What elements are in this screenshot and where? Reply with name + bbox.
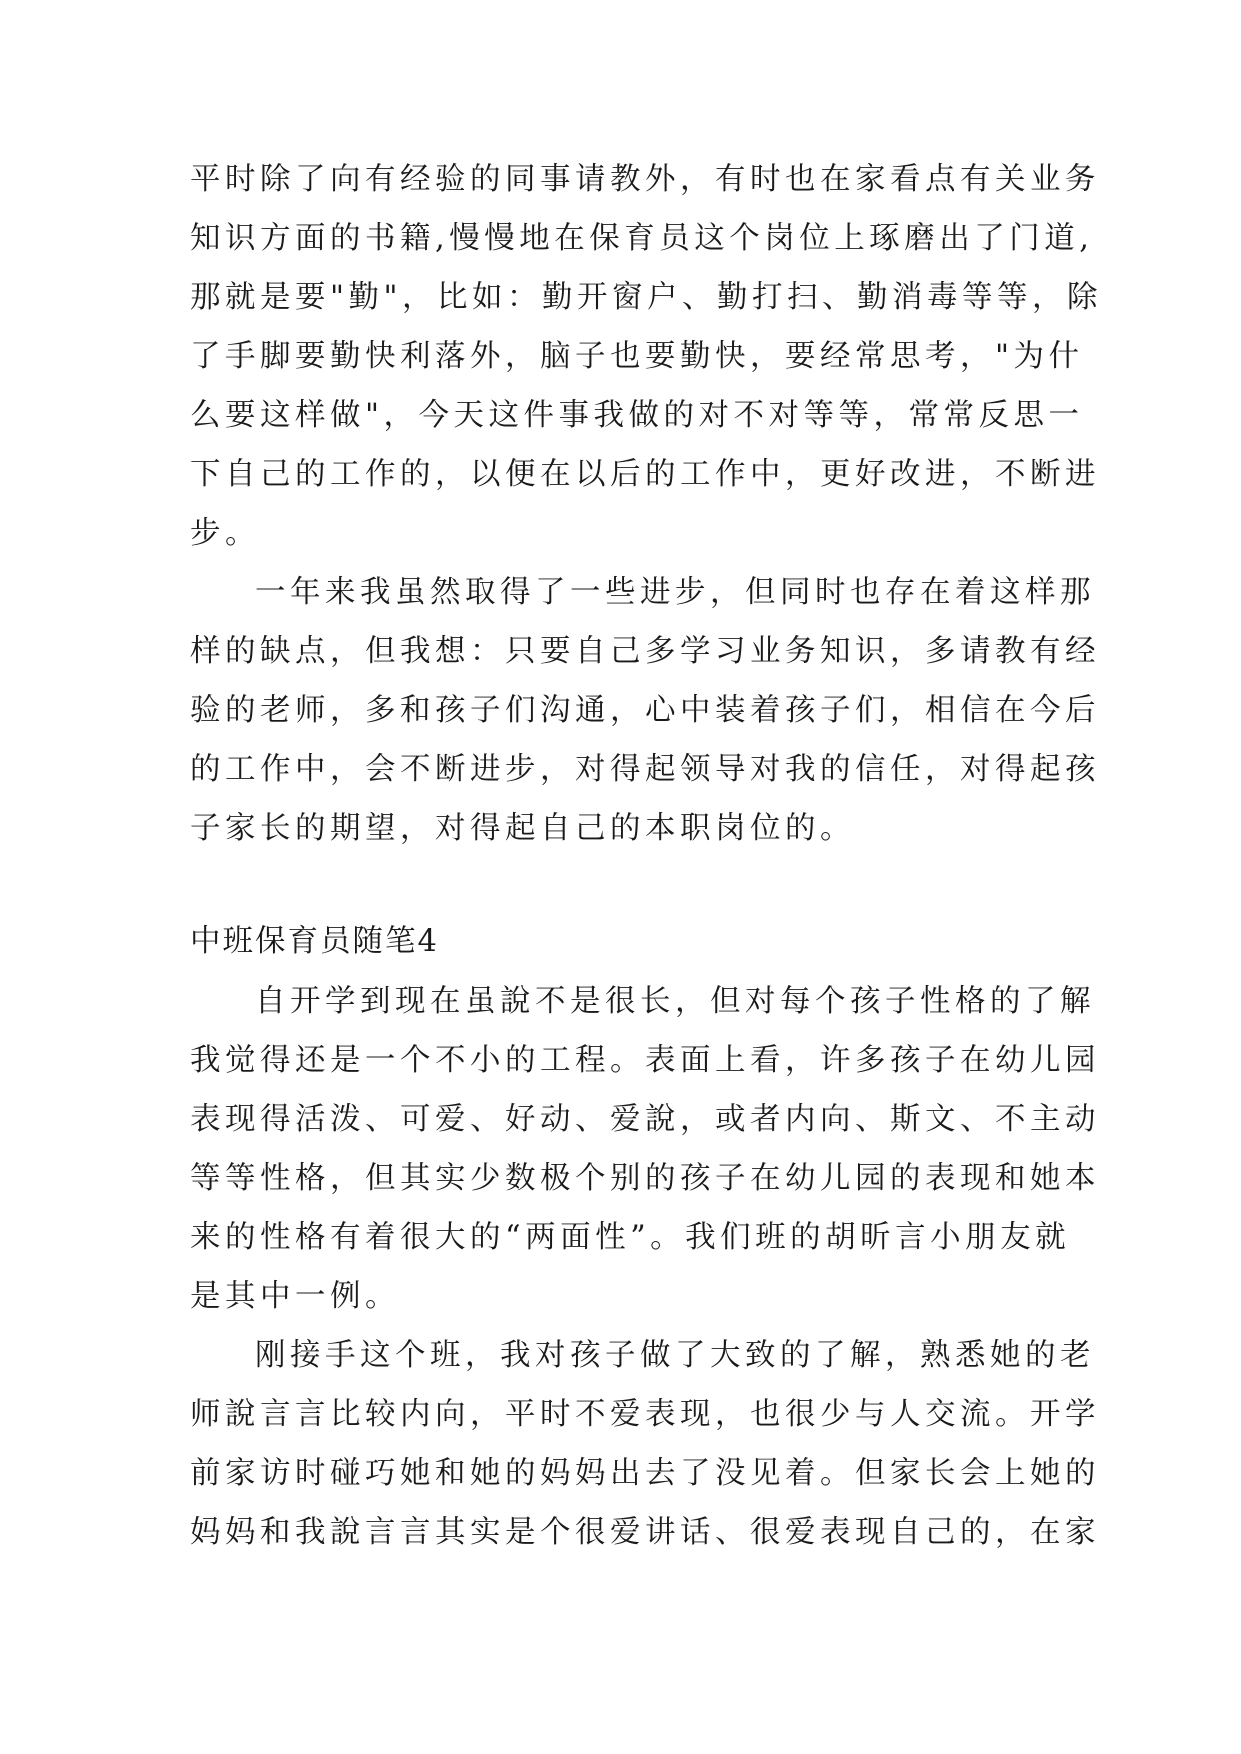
paragraph-line: 表现得活泼、可爱、好动、爱說，或者内向、斯文、不主动 [190, 1102, 1100, 1137]
paragraph-line: 的工作中，会不断进步，对得起领导对我的信任，对得起孩 [190, 752, 1100, 787]
paragraph-line: 验的老师，多和孩子们沟通，心中装着孩子们，相信在今后 [190, 693, 1100, 728]
paragraph-line: 那就是要"勤"，比如：勤开窗户、勤打扫、勤消毒等等，除 [190, 280, 1103, 315]
paragraph-line: 刚接手这个班，我对孩子做了大致的了解，熟悉她的老 [255, 1338, 1095, 1373]
paragraph-line: 下自己的工作的，以便在以后的工作中，更好改进，不断进 [190, 457, 1100, 492]
paragraph-line: 自开学到现在虽說不是很长，但对每个孩子性格的了解 [255, 984, 1095, 1019]
paragraph-line: 是其中一例。 [190, 1279, 400, 1314]
paragraph-line: 一年来我虽然取得了一些进步，但同时也存在着这样那 [255, 575, 1095, 610]
paragraph-line: 么要这样做"，今天这件事我做的对不对等等，常常反思一 [190, 398, 1084, 433]
paragraph-line: 知识方面的书籍,慢慢地在保育员这个岗位上琢磨出了门道, [190, 221, 1094, 256]
paragraph-line: 前家访时碰巧她和她的妈妈出去了没见着。但家长会上她的 [190, 1456, 1100, 1491]
paragraph-line: 来的性格有着很大的“两面性”。我们班的胡昕言小朋友就 [190, 1220, 1071, 1255]
paragraph-line: 子家长的期望，对得起自己的本职岗位的。 [190, 811, 855, 846]
section-heading: 中班保育员随笔4 [190, 924, 439, 959]
paragraph-line: 样的缺点，但我想：只要自己多学习业务知识，多请教有经 [190, 634, 1100, 669]
paragraph-line: 妈妈和我說言言其实是个很爱讲话、很爱表现自己的，在家 [190, 1515, 1100, 1550]
paragraph-line: 等等性格，但其实少数极个别的孩子在幼儿园的表现和她本 [190, 1161, 1100, 1196]
paragraph-line: 平时除了向有经验的同事请教外，有时也在家看点有关业务 [190, 162, 1100, 197]
paragraph-line: 了手脚要勤快利落外，脑子也要勤快，要经常思考，"为什 [190, 339, 1084, 374]
paragraph-line: 师說言言比较内向，平时不爱表现，也很少与人交流。开学 [190, 1397, 1100, 1432]
paragraph-line: 我觉得还是一个不小的工程。表面上看，许多孩子在幼儿园 [190, 1043, 1100, 1078]
paragraph-line: 步。 [190, 516, 260, 551]
